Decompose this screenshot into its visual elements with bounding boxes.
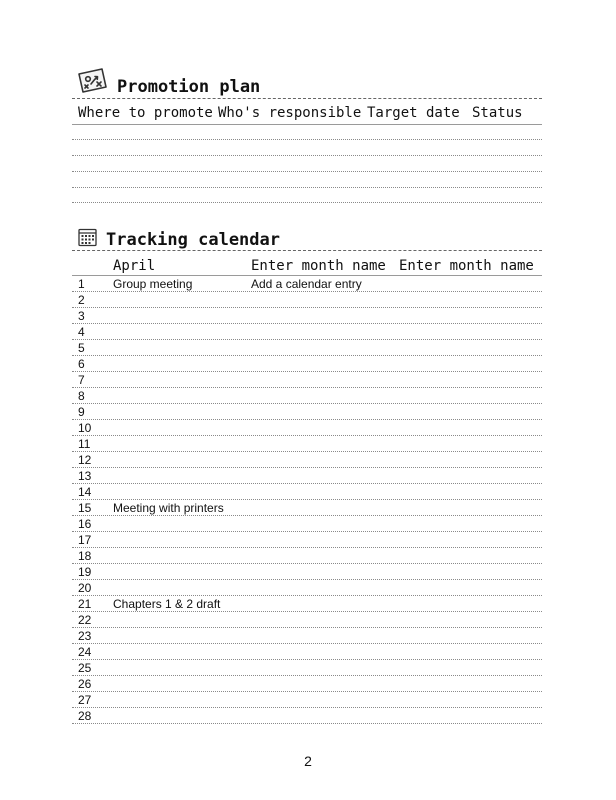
calendar-entry-month-1[interactable]: Group meeting: [113, 277, 193, 291]
calendar-row: [72, 548, 542, 564]
day-number: 12: [78, 453, 92, 467]
calendar-row: [72, 500, 542, 516]
calendar-row: [72, 516, 542, 532]
promotion-plan-title: Promotion plan: [117, 77, 261, 97]
day-number: 18: [78, 549, 92, 563]
promotion-table-header: [78, 105, 548, 123]
cal-col-month-1: April: [113, 258, 156, 274]
day-number: 11: [78, 437, 91, 451]
day-number: 21: [78, 597, 92, 611]
day-number: 24: [78, 645, 92, 659]
day-number: 22: [78, 613, 92, 627]
day-number: 26: [78, 677, 92, 691]
promo-row-line: [72, 202, 542, 203]
tracking-calendar-title: Tracking calendar: [106, 230, 280, 250]
day-number: 9: [78, 405, 85, 419]
calendar-row: [72, 692, 542, 708]
promotion-plan-icon: [76, 66, 110, 96]
calendar-row: [72, 276, 542, 292]
cal-col-month-2: Enter month name: [251, 258, 386, 274]
day-number: 13: [78, 469, 92, 483]
calendar-row: [72, 596, 542, 612]
page-number: 2: [304, 753, 312, 769]
day-number: 20: [78, 581, 92, 595]
promo-col-target-date: Target date: [367, 105, 460, 121]
calendar-row: [72, 644, 542, 660]
calendar-row: [72, 564, 542, 580]
calendar-row: [72, 660, 542, 676]
day-number: 17: [78, 533, 92, 547]
calendar-row: [72, 580, 542, 596]
calendar-entry-month-1[interactable]: Meeting with printers: [113, 501, 224, 515]
day-number: 15: [78, 501, 92, 515]
calendar-row: [72, 484, 542, 500]
promo-header-rule: [72, 124, 542, 125]
day-number: 27: [78, 693, 92, 707]
day-number: 8: [78, 389, 85, 403]
day-number: 14: [78, 485, 92, 499]
promo-row-line: [72, 155, 542, 156]
calendar-row: [72, 356, 542, 372]
promo-col-who: Who's responsible: [218, 105, 362, 121]
calendar-row: [72, 292, 542, 308]
promo-row-line: [72, 171, 542, 172]
promo-row-line: [72, 139, 542, 140]
cal-col-month-3: Enter month name: [399, 258, 534, 274]
calendar-row: [72, 436, 542, 452]
calendar-row: [72, 628, 542, 644]
calendar-row: [72, 372, 542, 388]
calendar-row: [72, 388, 542, 404]
day-number: 25: [78, 661, 92, 675]
calendar-row: [72, 420, 542, 436]
day-number: 7: [78, 373, 85, 387]
day-number: 19: [78, 565, 92, 579]
day-number: 23: [78, 629, 92, 643]
calendar-entry-month-2[interactable]: Add a calendar entry: [251, 277, 362, 291]
promo-row-line: [72, 187, 542, 188]
day-number: 28: [78, 709, 92, 723]
calendar-rows: [72, 276, 542, 724]
calendar-row: [72, 340, 542, 356]
calendar-row: [72, 676, 542, 692]
day-number: 16: [78, 517, 92, 531]
day-number: 3: [78, 309, 85, 323]
promotion-title-divider: [72, 98, 542, 99]
day-number: 4: [78, 325, 85, 339]
calendar-row: [72, 452, 542, 468]
tracking-title-divider: [72, 250, 542, 251]
calendar-row: [72, 532, 542, 548]
calendar-row: [72, 404, 542, 420]
promo-col-status: Status: [472, 105, 523, 121]
day-number: 10: [78, 421, 92, 435]
day-number: 5: [78, 341, 85, 355]
calendar-table-header: [72, 258, 542, 276]
calendar-row: [72, 308, 542, 324]
calendar-row: [72, 612, 542, 628]
calendar-row: [72, 708, 542, 724]
day-number: 1: [78, 277, 85, 291]
day-number: 2: [78, 293, 85, 307]
day-number: 6: [78, 357, 85, 371]
promo-col-where: Where to promote: [78, 105, 213, 121]
calendar-row: [72, 324, 542, 340]
calendar-entry-month-1[interactable]: Chapters 1 & 2 draft: [113, 597, 221, 611]
calendar-row: [72, 468, 542, 484]
calendar-icon: [78, 228, 97, 247]
